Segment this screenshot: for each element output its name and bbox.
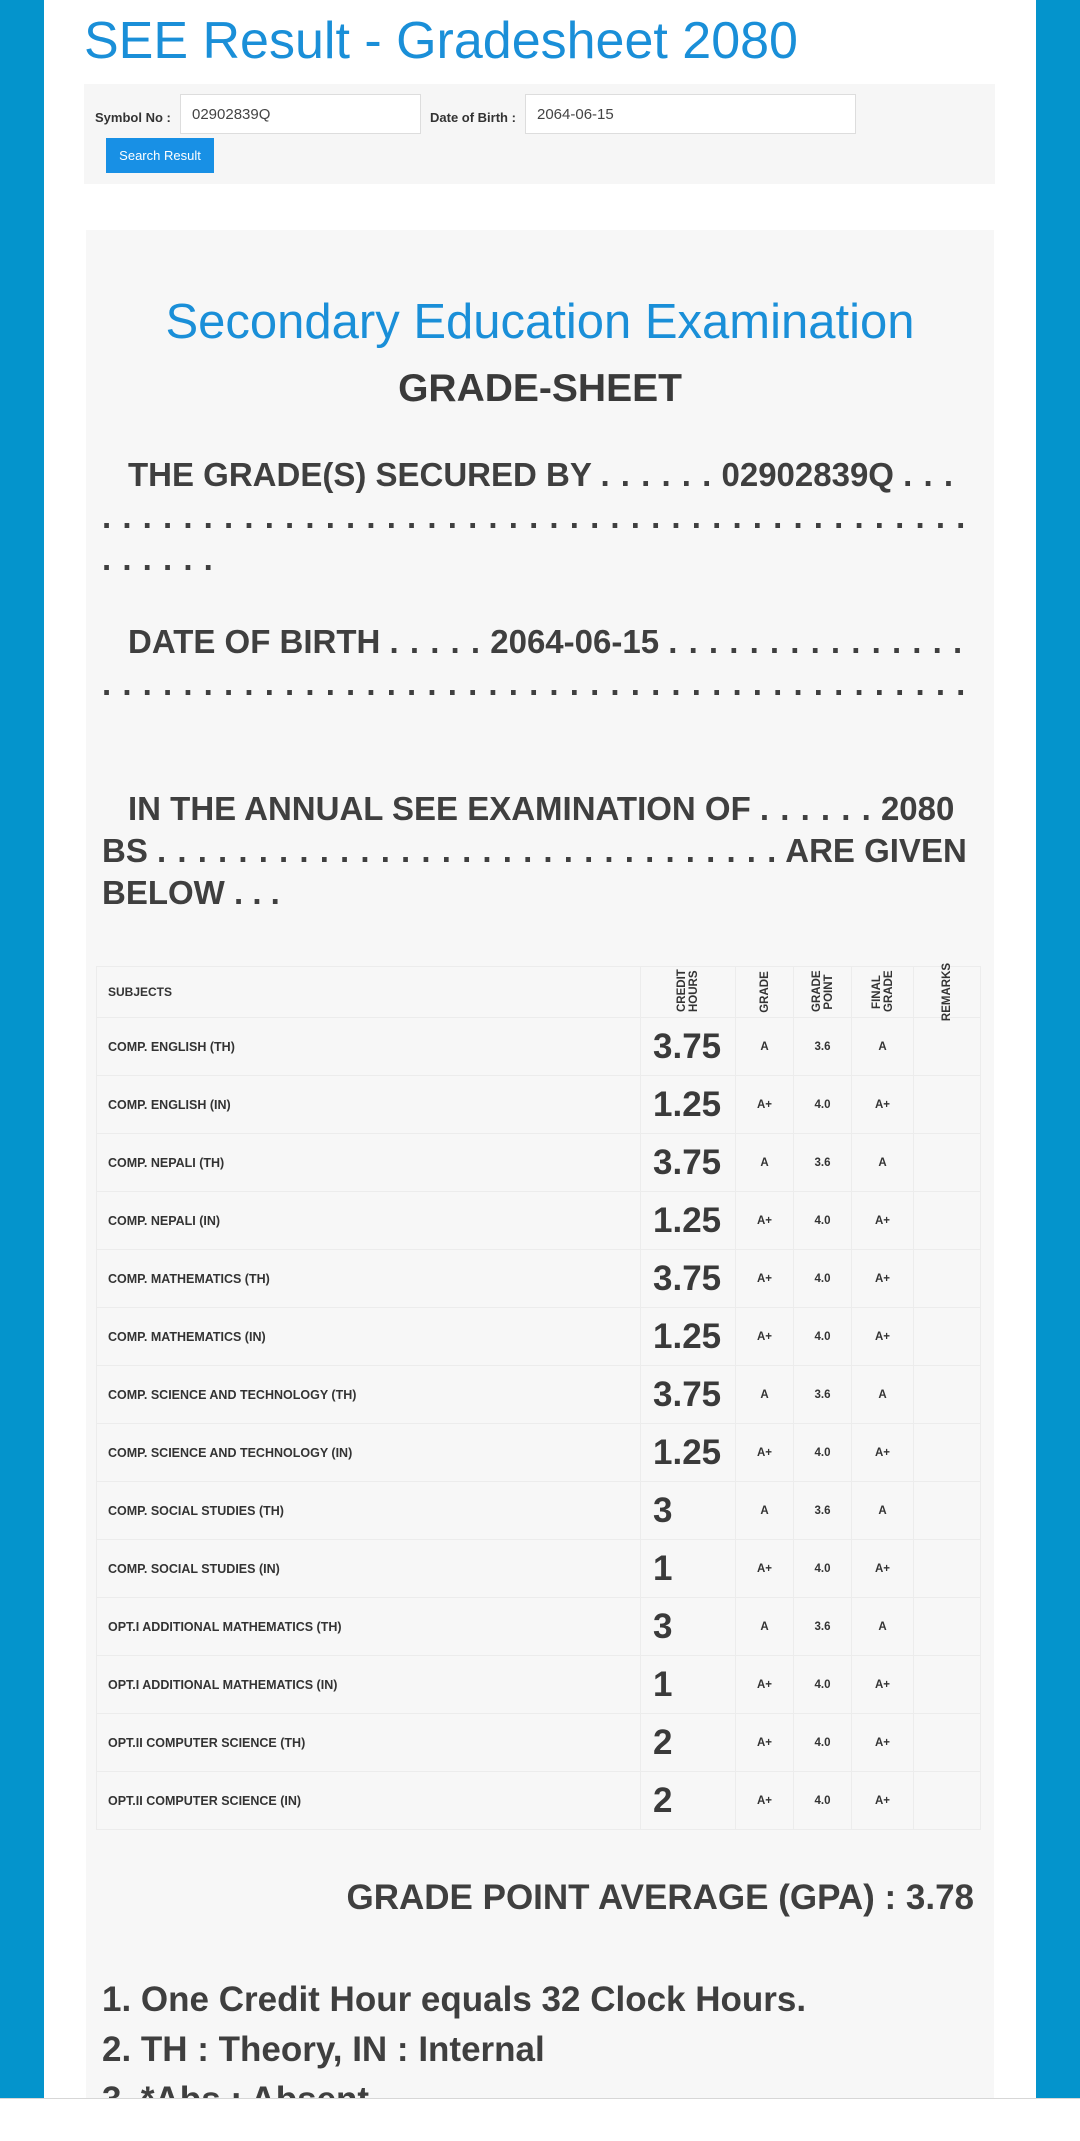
grade-cell: A+ [736,1424,794,1482]
remarks-cell [914,1192,981,1250]
grade-cell: A [736,1366,794,1424]
final-grade-cell: A+ [852,1656,914,1714]
grade-cell: A+ [736,1656,794,1714]
grade-cell: A+ [736,1772,794,1830]
secured-by-dots-before: . . . . . . [600,456,713,493]
search-result-button[interactable]: Search Result [106,138,214,173]
dob-dots-before: . . . . . [389,623,482,660]
annual-exam-suffix: ARE GIVEN BELOW . . . [102,832,967,911]
table-row [97,1714,981,1772]
page-title: SEE Result - Gradesheet 2080 [84,12,798,70]
subject-cell: COMP. MATHEMATICS (TH) [97,1250,641,1308]
table-row [97,1018,981,1076]
credit-hours-cell: 1.25 [641,1192,736,1250]
subject-cell: COMP. ENGLISH (IN) [97,1076,641,1134]
table-row [97,1424,981,1482]
remarks-cell [914,1772,981,1830]
remarks-cell [914,1656,981,1714]
secured-by-dots-after: . . . . . . . . . . . . . . . . . . . . . . . . . . . . . . . . . . . . . . . . . . . . . . . . . . . . [102,456,967,577]
grade-point-cell: 3.6 [794,1134,852,1192]
grade-sheet-title: GRADE-SHEET [398,367,682,410]
final-grade-cell: A+ [852,1424,914,1482]
table-row [97,1192,981,1250]
grades-table [96,962,981,1830]
credit-hours-cell: 3.75 [641,1134,736,1192]
header-grade: GRADE [736,967,794,1018]
final-grade-cell: A+ [852,1540,914,1598]
remarks-cell [914,1308,981,1366]
dob-label: Date of Birth : [430,110,516,125]
annual-dots-before: . . . . . . [759,790,872,827]
gpa-summary [86,1878,974,1918]
remarks-cell [914,1482,981,1540]
header-remarks: REMARKS [914,967,981,1018]
final-grade-cell: A+ [852,1250,914,1308]
credit-hours-cell: 1 [641,1656,736,1714]
grade-point-cell: 4.0 [794,1192,852,1250]
credit-hours-cell: 1.25 [641,1076,736,1134]
grade-point-cell: 3.6 [794,1018,852,1076]
grade-point-cell: 4.0 [794,1250,852,1308]
dob-paragraph [102,621,968,705]
annual-dots-after: . . . . . . . . . . . . . . . . . . . . . . . . . . . . . . . [157,832,778,869]
subject-cell: OPT.II COMPUTER SCIENCE (TH) [97,1714,641,1772]
grade-point-cell: 4.0 [794,1714,852,1772]
grade-point-cell: 3.6 [794,1366,852,1424]
header-grade-point: GRADE POINT [794,967,852,1018]
final-grade-cell: A+ [852,1308,914,1366]
credit-hours-cell: 3.75 [641,1250,736,1308]
remarks-cell [914,1714,981,1772]
table-row [97,1772,981,1830]
grade-point-cell: 4.0 [794,1076,852,1134]
secured-by-value: 02902839Q [721,456,894,493]
dob-dots-after: . . . . . . . . . . . . . . . . . . . . . . . . . . . . . . . . . . . . . . . . . . . . . . . . . . . . . . . . . . [102,623,967,702]
remarks-cell [914,1366,981,1424]
grade-point-cell: 4.0 [794,1772,852,1830]
gpa-label: GRADE POINT AVERAGE (GPA) : [346,1878,897,1917]
grade-cell: A+ [736,1714,794,1772]
credit-hours-cell: 2 [641,1772,736,1830]
page-container [44,0,1036,2098]
symbol-label: Symbol No : [95,110,171,125]
remarks-cell [914,1250,981,1308]
subject-cell: COMP. MATHEMATICS (IN) [97,1308,641,1366]
final-grade-cell: A+ [852,1772,914,1830]
grade-cell: A+ [736,1540,794,1598]
grade-cell: A+ [736,1308,794,1366]
grade-cell: A [736,1482,794,1540]
gpa-value: 3.78 [905,1878,974,1917]
subject-cell: OPT.I ADDITIONAL MATHEMATICS (TH) [97,1598,641,1656]
final-grade-cell: A [852,1366,914,1424]
remarks-cell [914,1134,981,1192]
remarks-cell [914,1424,981,1482]
grade-point-cell: 3.6 [794,1482,852,1540]
final-grade-cell: A [852,1018,914,1076]
credit-hours-cell: 3.75 [641,1018,736,1076]
subject-cell: OPT.II COMPUTER SCIENCE (IN) [97,1772,641,1830]
final-grade-cell: A [852,1482,914,1540]
grade-point-cell: 4.0 [794,1308,852,1366]
subject-cell: COMP. SOCIAL STUDIES (TH) [97,1482,641,1540]
annual-exam-value: 2080 BS [102,790,955,869]
table-row [97,1656,981,1714]
credit-hours-cell: 1 [641,1540,736,1598]
credit-hours-cell: 3 [641,1482,736,1540]
header-credit-hours: CREDIT HOURS [641,967,736,1018]
table-row [97,1540,981,1598]
search-form [84,84,995,184]
secured-by-paragraph [102,454,968,580]
exam-title: Secondary Education Examination [165,295,915,349]
grade-cell: A [736,1598,794,1656]
table-row [97,1076,981,1134]
grade-cell: A+ [736,1250,794,1308]
grade-sheet [86,230,994,2130]
grade-cell: A [736,1018,794,1076]
final-grade-cell: A+ [852,1192,914,1250]
annual-exam-paragraph [102,788,968,914]
symbol-input[interactable] [180,94,421,134]
remarks-cell [914,1018,981,1076]
note-abbreviations: 2. TH : Theory, IN : Internal [102,2030,545,2069]
dob-text-value: 2064-06-15 [490,623,660,660]
final-grade-cell: A [852,1134,914,1192]
table-header-row [97,967,981,1018]
header-subjects: SUBJECTS [97,967,641,1018]
table-row [97,1134,981,1192]
final-grade-cell: A [852,1598,914,1656]
subject-cell: COMP. NEPALI (IN) [97,1192,641,1250]
dob-text-label: DATE OF BIRTH [128,623,381,660]
annual-exam-label: IN THE ANNUAL SEE EXAMINATION OF [128,790,751,827]
final-grade-cell: A+ [852,1076,914,1134]
subject-cell: COMP. SCIENCE AND TECHNOLOGY (IN) [97,1424,641,1482]
grade-cell: A+ [736,1076,794,1134]
header-final-grade: FINAL GRADE [852,967,914,1018]
subject-cell: COMP. NEPALI (TH) [97,1134,641,1192]
subject-cell: OPT.I ADDITIONAL MATHEMATICS (IN) [97,1656,641,1714]
remarks-cell [914,1598,981,1656]
grade-point-cell: 4.0 [794,1656,852,1714]
table-row [97,1482,981,1540]
table-row [97,1366,981,1424]
table-row [97,1250,981,1308]
grade-point-cell: 3.6 [794,1598,852,1656]
grade-cell: A [736,1134,794,1192]
credit-hours-cell: 3.75 [641,1366,736,1424]
secured-by-label: THE GRADE(S) SECURED BY [128,456,592,493]
grade-cell: A+ [736,1192,794,1250]
subject-cell: COMP. SOCIAL STUDIES (IN) [97,1540,641,1598]
table-row [97,1308,981,1366]
bottom-strip [0,2098,1080,2141]
credit-hours-cell: 1.25 [641,1424,736,1482]
note-credit-hour: 1. One Credit Hour equals 32 Clock Hours. [102,1980,807,2019]
final-grade-cell: A+ [852,1714,914,1772]
subject-cell: COMP. SCIENCE AND TECHNOLOGY (TH) [97,1366,641,1424]
dob-input[interactable] [525,94,856,134]
credit-hours-cell: 3 [641,1598,736,1656]
subject-cell: COMP. ENGLISH (TH) [97,1018,641,1076]
grade-point-cell: 4.0 [794,1540,852,1598]
credit-hours-cell: 1.25 [641,1308,736,1366]
credit-hours-cell: 2 [641,1714,736,1772]
table-row [97,1598,981,1656]
remarks-cell [914,1076,981,1134]
grade-point-cell: 4.0 [794,1424,852,1482]
remarks-cell [914,1540,981,1598]
